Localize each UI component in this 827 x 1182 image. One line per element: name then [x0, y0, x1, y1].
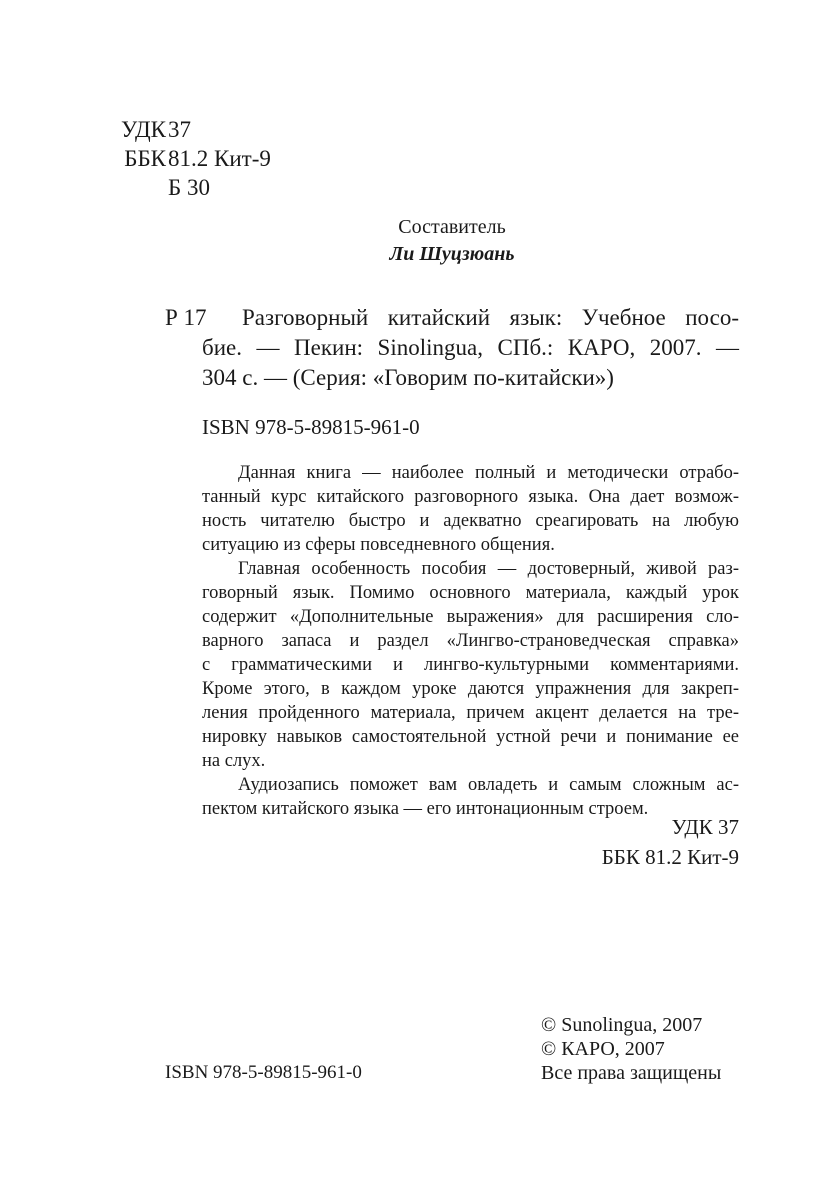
bbk-value: 81.2 Кит-9 — [168, 146, 271, 171]
compiler-name: Ли Шуцзюань — [389, 243, 515, 265]
abstract-line: с грамматическими и лингво-культурными комментариями. — [202, 655, 739, 675]
abstract-line: на слух. — [202, 751, 266, 771]
udk-value: 37 — [168, 117, 191, 142]
abstract-line: содержит «Дополнительные выражения» для расширения сло- — [202, 607, 739, 627]
udk-label: УДК — [121, 117, 166, 142]
classification-block — [96, 116, 396, 206]
bibliographic-line: Разговорный китайский язык: Учебное посо- — [242, 305, 739, 330]
abstract-line: говорный язык. Помимо основного материала, каждый урок — [202, 583, 739, 603]
udk-row — [96, 116, 396, 143]
abstract-line: Главная особенность пособия — достоверный, живой раз- — [238, 559, 739, 579]
isbn-main: ISBN 978-5-89815-961-0 — [202, 415, 420, 439]
rights-reserved: Все права защищены — [541, 1062, 722, 1084]
author-mark: Б 30 — [168, 175, 210, 200]
bibliographic-line: бие. — Пекин: Sinolingua, СПб.: КАРО, 2007. — — [202, 335, 739, 360]
abstract-line: нировку навыков самостоятельной устной речи и понимание ее — [202, 727, 739, 747]
abstract-line: танный курс китайского разговорного языка. Она дает возмож- — [202, 487, 739, 507]
abstract-line: Кроме этого, в каждом уроке даются упражнения для закреп- — [202, 679, 739, 699]
bbk-label: ББК — [124, 146, 166, 171]
copyright-karo: © КАРО, 2007 — [541, 1038, 665, 1060]
abstract-line: Аудиозапись поможет вам овладеть и самым сложным ас- — [238, 775, 739, 795]
bibliographic-line: 304 с. — (Серия: «Говорим по-китайски») — [202, 365, 614, 390]
abstract-line: варного запаса и раздел «Лингво-страноведческая справка» — [202, 631, 739, 651]
bbk-row — [96, 145, 396, 172]
index-bbk: ББК 81.2 Кит-9 — [601, 845, 739, 869]
index-udk: УДК 37 — [671, 815, 739, 839]
bibliographic-code: Р 17 — [165, 305, 207, 330]
author-mark-row — [96, 174, 396, 201]
abstract-line: пектом китайского языка — его интонационным строем. — [202, 799, 649, 819]
abstract-line: ления пройденного материала, причем акцент делается на тре- — [202, 703, 739, 723]
abstract-line: ность читателю быстро и адекватно среагировать на любую — [202, 511, 739, 531]
abstract-line: ситуацию из сферы повседневного общения. — [202, 535, 555, 555]
isbn-bottom: ISBN 978-5-89815-961-0 — [165, 1062, 362, 1083]
compiler-label: Составитель — [398, 216, 506, 238]
abstract-line: Данная книга — наиболее полный и методически отрабо- — [238, 463, 739, 483]
copyright-publisher: © Sunolingua, 2007 — [541, 1014, 703, 1036]
